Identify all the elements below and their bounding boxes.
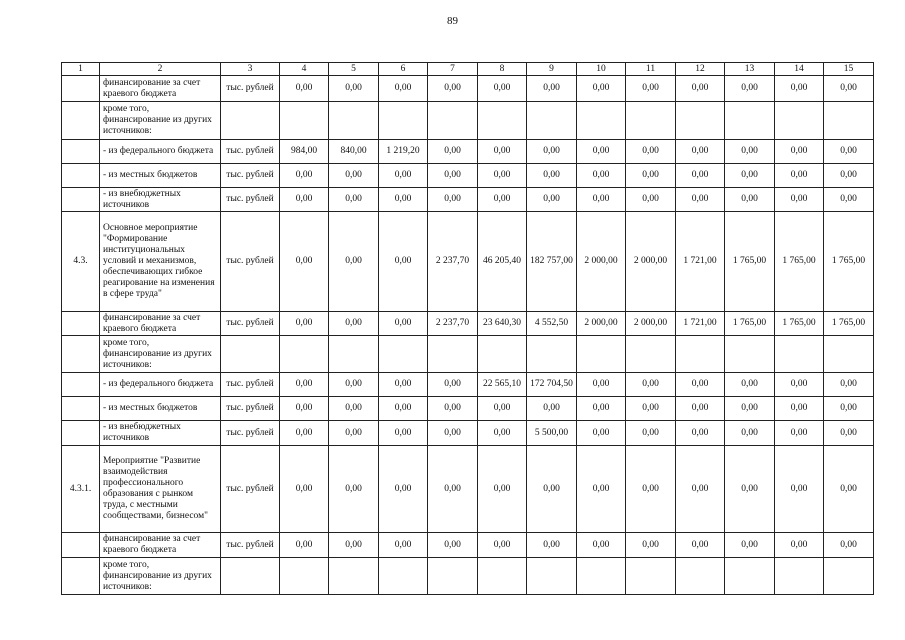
value-cell: 4 552,50 [527,312,577,336]
description-cell: кроме того, финансирование из других источников: [100,102,221,140]
row-number-cell [62,533,100,558]
value-cell: 1 765,00 [775,212,824,312]
value-cell [329,102,379,140]
value-cell: 0,00 [527,397,577,421]
value-cell: 0,00 [577,164,626,188]
value-cell: 0,00 [280,533,329,558]
value-cell: 0,00 [725,533,775,558]
value-cell: 0,00 [428,446,478,533]
value-cell: 1 765,00 [824,312,874,336]
table-row [62,102,874,140]
column-header: 14 [775,63,824,76]
value-cell: 0,00 [280,188,329,212]
value-cell: 0,00 [329,421,379,446]
value-cell: 0,00 [527,533,577,558]
value-cell: 1 765,00 [725,212,775,312]
unit-cell: тыс. рублей [221,373,280,397]
value-cell: 0,00 [478,421,527,446]
value-cell [478,102,527,140]
value-cell: 0,00 [379,212,428,312]
value-cell [626,336,676,373]
header-row [62,63,874,76]
value-cell: 0,00 [626,421,676,446]
table-row [62,76,874,102]
value-cell: 0,00 [725,140,775,164]
value-cell: 23 640,30 [478,312,527,336]
value-cell: 0,00 [824,140,874,164]
value-cell: 0,00 [824,188,874,212]
value-cell: 0,00 [478,533,527,558]
value-cell [527,336,577,373]
table-row [62,212,874,312]
value-cell: 0,00 [676,446,725,533]
value-cell: 2 000,00 [626,312,676,336]
value-cell: 0,00 [379,421,428,446]
value-cell: 0,00 [280,397,329,421]
value-cell [725,102,775,140]
row-number-cell [62,421,100,446]
unit-cell: тыс. рублей [221,312,280,336]
value-cell: 0,00 [577,446,626,533]
value-cell: 0,00 [676,421,725,446]
value-cell [725,558,775,595]
value-cell: 0,00 [577,397,626,421]
value-cell: 2 237,70 [428,212,478,312]
value-cell [379,558,428,595]
value-cell: 0,00 [329,188,379,212]
column-header: 2 [100,63,221,76]
value-cell: 1 219,20 [379,140,428,164]
value-cell [626,102,676,140]
description-cell: - из местных бюджетов [100,164,221,188]
value-cell: 0,00 [676,533,725,558]
value-cell: 0,00 [329,446,379,533]
value-cell: 46 205,40 [478,212,527,312]
value-cell: 0,00 [527,164,577,188]
value-cell: 0,00 [676,397,725,421]
page-number: 89 [447,15,458,27]
value-cell: 0,00 [577,421,626,446]
value-cell [280,558,329,595]
value-cell: 0,00 [428,164,478,188]
value-cell [577,102,626,140]
value-cell: 0,00 [775,373,824,397]
value-cell: 0,00 [725,373,775,397]
value-cell: 2 000,00 [577,312,626,336]
value-cell: 0,00 [824,373,874,397]
description-cell: финансирование за счет краевого бюджета [100,76,221,102]
description-cell: финансирование за счет краевого бюджета [100,312,221,336]
column-header: 12 [676,63,725,76]
value-cell: 0,00 [725,397,775,421]
value-cell: 1 765,00 [775,312,824,336]
value-cell: 0,00 [775,446,824,533]
value-cell: 0,00 [329,312,379,336]
value-cell: 0,00 [280,212,329,312]
row-number-cell [62,188,100,212]
value-cell: 0,00 [775,188,824,212]
value-cell: 1 765,00 [725,312,775,336]
row-number-cell [62,373,100,397]
value-cell: 0,00 [478,188,527,212]
description-cell: кроме того, финансирование из других источников: [100,558,221,595]
value-cell: 0,00 [329,164,379,188]
value-cell: 0,00 [329,373,379,397]
value-cell: 0,00 [725,446,775,533]
value-cell: 0,00 [676,140,725,164]
value-cell: 0,00 [824,446,874,533]
row-number-cell [62,76,100,102]
value-cell: 840,00 [329,140,379,164]
value-cell: 2 000,00 [577,212,626,312]
unit-cell: тыс. рублей [221,164,280,188]
value-cell: 0,00 [478,76,527,102]
unit-cell: тыс. рублей [221,533,280,558]
description-cell: финансирование за счет краевого бюджета [100,533,221,558]
value-cell: 0,00 [577,533,626,558]
value-cell [329,558,379,595]
value-cell: 1 721,00 [676,312,725,336]
unit-cell [221,558,280,595]
value-cell: 0,00 [824,76,874,102]
value-cell: 0,00 [478,164,527,188]
unit-cell: тыс. рублей [221,76,280,102]
value-cell: 0,00 [626,164,676,188]
table-row [62,446,874,533]
value-cell: 0,00 [527,140,577,164]
value-cell [527,558,577,595]
value-cell: 0,00 [577,188,626,212]
column-header: 13 [725,63,775,76]
value-cell: 0,00 [775,533,824,558]
table-row [62,397,874,421]
value-cell: 2 000,00 [626,212,676,312]
column-header: 6 [379,63,428,76]
value-cell: 0,00 [626,140,676,164]
value-cell [280,336,329,373]
column-header: 15 [824,63,874,76]
value-cell: 0,00 [379,312,428,336]
column-header: 11 [626,63,676,76]
description-cell: Основное мероприятие "Формирование институциональных условий и механизмов, обеспечивающих гибкое реагирование на изменения в сфере труда" [100,212,221,312]
value-cell: 182 757,00 [527,212,577,312]
row-number-cell [62,558,100,595]
value-cell [725,336,775,373]
value-cell: 0,00 [527,188,577,212]
budget-table [61,62,874,595]
value-cell: 0,00 [428,140,478,164]
unit-cell: тыс. рублей [221,446,280,533]
value-cell [775,336,824,373]
value-cell: 0,00 [824,397,874,421]
value-cell [676,336,725,373]
value-cell: 1 721,00 [676,212,725,312]
value-cell: 0,00 [280,312,329,336]
table-row [62,421,874,446]
unit-cell [221,336,280,373]
value-cell: 0,00 [428,188,478,212]
value-cell: 0,00 [577,76,626,102]
value-cell: 0,00 [626,76,676,102]
column-header: 3 [221,63,280,76]
row-number-cell [62,140,100,164]
value-cell [775,558,824,595]
value-cell: 0,00 [676,164,725,188]
value-cell: 0,00 [577,373,626,397]
value-cell [428,102,478,140]
value-cell: 0,00 [478,446,527,533]
value-cell: 0,00 [527,76,577,102]
value-cell [280,102,329,140]
column-header: 8 [478,63,527,76]
value-cell [676,102,725,140]
value-cell: 0,00 [280,446,329,533]
column-header: 1 [62,63,100,76]
value-cell: 0,00 [379,188,428,212]
table-row [62,558,874,595]
value-cell: 0,00 [329,533,379,558]
column-header: 9 [527,63,577,76]
value-cell: 0,00 [626,397,676,421]
value-cell [428,336,478,373]
value-cell: 0,00 [428,373,478,397]
value-cell: 0,00 [775,421,824,446]
value-cell: 0,00 [626,188,676,212]
row-number-cell [62,336,100,373]
unit-cell: тыс. рублей [221,212,280,312]
value-cell [775,102,824,140]
description-cell: - из федерального бюджета [100,373,221,397]
value-cell: 0,00 [725,421,775,446]
unit-cell: тыс. рублей [221,140,280,164]
value-cell [577,558,626,595]
value-cell: 0,00 [379,373,428,397]
value-cell: 0,00 [626,373,676,397]
value-cell: 0,00 [725,164,775,188]
unit-cell: тыс. рублей [221,188,280,212]
table-row [62,188,874,212]
value-cell [329,336,379,373]
value-cell: 0,00 [676,373,725,397]
table-row [62,164,874,188]
unit-cell: тыс. рублей [221,421,280,446]
value-cell: 1 765,00 [824,212,874,312]
value-cell: 0,00 [824,533,874,558]
value-cell: 0,00 [280,421,329,446]
table-row [62,533,874,558]
value-cell: 0,00 [428,397,478,421]
table-row [62,336,874,373]
row-number-cell [62,312,100,336]
column-header: 7 [428,63,478,76]
value-cell: 984,00 [280,140,329,164]
value-cell [824,102,874,140]
value-cell [379,336,428,373]
value-cell: 22 565,10 [478,373,527,397]
value-cell: 0,00 [775,397,824,421]
value-cell: 0,00 [478,397,527,421]
row-number-cell: 4.3. [62,212,100,312]
value-cell [577,336,626,373]
unit-cell [221,102,280,140]
value-cell: 0,00 [775,76,824,102]
value-cell: 0,00 [725,188,775,212]
row-number-cell: 4.3.1. [62,446,100,533]
value-cell: 0,00 [676,188,725,212]
unit-cell: тыс. рублей [221,397,280,421]
value-cell: 0,00 [379,533,428,558]
value-cell: 0,00 [280,76,329,102]
value-cell: 0,00 [725,76,775,102]
table-row [62,312,874,336]
value-cell: 0,00 [329,397,379,421]
value-cell: 0,00 [775,164,824,188]
row-number-cell [62,164,100,188]
value-cell: 0,00 [824,421,874,446]
value-cell: 0,00 [329,212,379,312]
value-cell: 0,00 [379,446,428,533]
value-cell [824,558,874,595]
value-cell: 0,00 [428,533,478,558]
value-cell: 0,00 [775,140,824,164]
value-cell: 0,00 [379,76,428,102]
value-cell [626,558,676,595]
value-cell: 0,00 [577,140,626,164]
description-cell: - из внебюджетных источников [100,421,221,446]
value-cell [379,102,428,140]
value-cell: 0,00 [280,164,329,188]
value-cell: 0,00 [379,397,428,421]
value-cell: 0,00 [626,533,676,558]
value-cell: 0,00 [824,164,874,188]
value-cell: 2 237,70 [428,312,478,336]
value-cell [527,102,577,140]
value-cell [676,558,725,595]
description-cell: - из внебюджетных источников [100,188,221,212]
value-cell [478,336,527,373]
table-body [62,63,874,595]
value-cell: 0,00 [329,76,379,102]
description-cell: - из местных бюджетов [100,397,221,421]
value-cell: 5 500,00 [527,421,577,446]
table-row [62,373,874,397]
description-cell: Мероприятие "Развитие взаимодействия профессионального образования с рынком труда, с местными сообществами, бизнесом" [100,446,221,533]
value-cell: 0,00 [428,421,478,446]
value-cell: 0,00 [527,446,577,533]
value-cell [478,558,527,595]
column-header: 5 [329,63,379,76]
value-cell: 0,00 [676,76,725,102]
value-cell: 172 704,50 [527,373,577,397]
value-cell: 0,00 [478,140,527,164]
column-header: 10 [577,63,626,76]
column-header: 4 [280,63,329,76]
value-cell [428,558,478,595]
row-number-cell [62,397,100,421]
value-cell: 0,00 [626,446,676,533]
table-row [62,140,874,164]
value-cell: 0,00 [280,373,329,397]
value-cell: 0,00 [428,76,478,102]
value-cell [824,336,874,373]
value-cell: 0,00 [379,164,428,188]
description-cell: кроме того, финансирование из других источников: [100,336,221,373]
row-number-cell [62,102,100,140]
description-cell: - из федерального бюджета [100,140,221,164]
